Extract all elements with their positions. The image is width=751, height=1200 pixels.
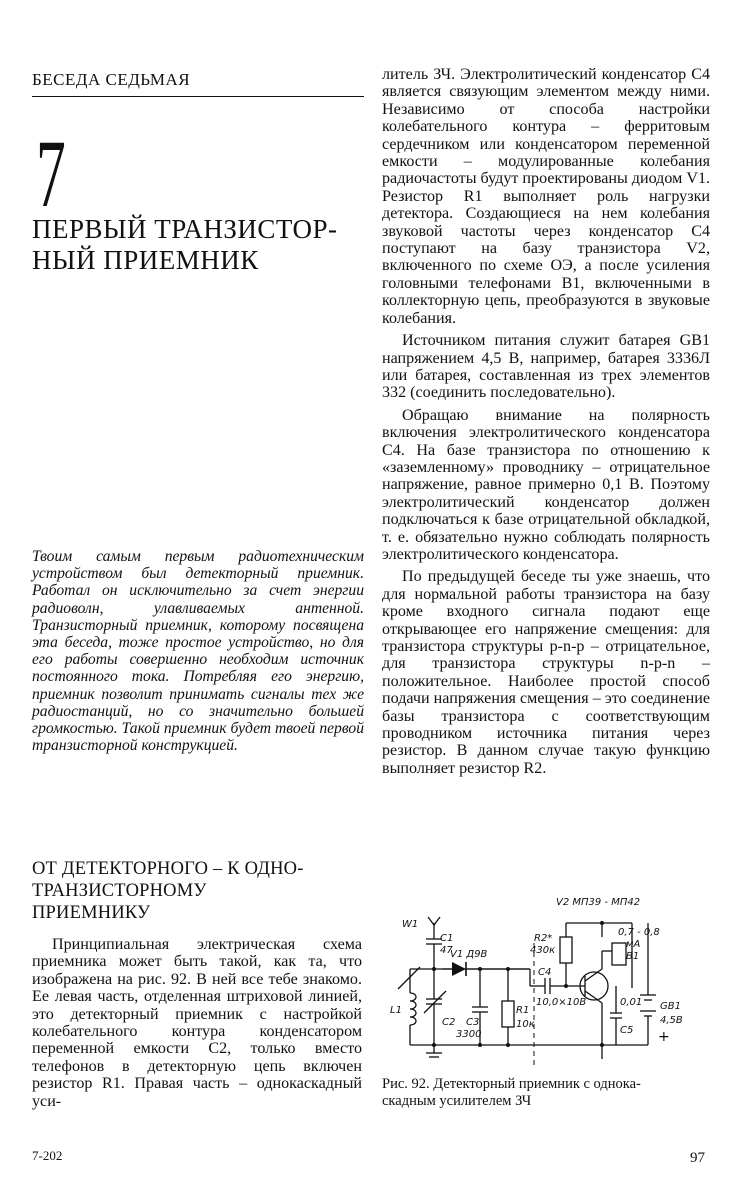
label-c5: C5 <box>620 1025 634 1036</box>
paragraph: Принципиальная электрическая схема приемника может быть такой, как та, что изображена на рис. 92. В ней все тебе знакомо. Ее левая часть, отделенная штриховой линией, это детекторный приемник с настройкой колебательного контура конденсатором переменной емкости С2, только вместо телефонов в детекторную цепь включен резистор R1. Правая часть – однокаскадный уси- <box>32 936 362 1110</box>
section-heading-line: ТРАНЗИСТОРНОМУ <box>32 881 207 901</box>
circuit-schematic <box>380 893 710 1073</box>
chapter-header: БЕСЕДА СЕДЬМАЯ <box>32 70 191 89</box>
label-r1-value: 10к <box>516 1019 535 1030</box>
figure-caption <box>382 1076 710 1110</box>
section-heading-line: ОТ ДЕТЕКТОРНОГО – К ОДНО- <box>32 859 304 879</box>
label-r2-value: 430к <box>530 945 556 956</box>
label-c1-value: 47 <box>440 945 453 956</box>
printer-signature: 7-202 <box>32 1148 63 1163</box>
label-c3-value: 3300 <box>456 1029 482 1040</box>
paragraph: литель ЗЧ. Электролитический конденсатор С4 является связующим элементом между ними. Независимо от способа настройки колебательного контура – ферритовым сердечником или конденсатором переменной емкости – модулированные колебания радиочастоты будут проектированы диодом V1. Резистор R1 выполняет роль нагрузки детектора. Создающиеся на нем колебания звуковой частоты через конденсатор С4 поступают на базу транзистора V2, включенного по схеме ОЭ, а после усиления головными телефонами В1, включенными в коллекторную цепь, преобразуются в звуковые колебания. <box>382 66 711 327</box>
label-current: 0,7 - 0,8 <box>618 927 660 938</box>
chapter-title-line: ПЕРВЫЙ ТРАНЗИСТОР- <box>32 214 338 244</box>
right-column <box>382 66 710 782</box>
section-heading <box>32 858 362 924</box>
paragraph: Обращаю внимание на полярность включения электролитического конденсатора С4. На базе транзистора по отношению к «заземленному» проводнику – отрицательное напряжение, равное примерно 0,1 В. Поэтому электролитический конденсатор должен подключаться к базе отрицательной обкладкой, т. е. обязательно нужно соблюдать полярность электролитического конденсатора. <box>382 406 710 563</box>
caption-line: скадным усилителем ЗЧ <box>382 1093 532 1109</box>
label-antenna: W1 <box>402 919 419 930</box>
paragraph: По предыдущей беседе ты уже знаешь, что для нормальной работы транзистора на базу кроме входного сигнала подают еще открывающее его напряжение смещения: для транзистора структуры p-n-p – отрицательное, для транзистора структуры n-p-n – положительное. Наиболее простой способ подачи напряжения смещения – это соединение базы транзистора с соответствующим проводником источника питания через резистор. В данном случае такую функцию выполняет резистор R2. <box>382 568 710 777</box>
label-diode: V1 Д9В <box>450 949 488 960</box>
label-c5-value: 0,01 <box>620 997 643 1008</box>
label-r1: R1 <box>516 1005 530 1016</box>
label-transistor: V2 МП39 - МП42 <box>556 897 641 908</box>
label-b1: B1 <box>626 951 640 962</box>
label-c1: C1 <box>440 933 454 944</box>
section-heading-line: ПРИЕМНИКУ <box>32 903 151 923</box>
label-c3: C3 <box>466 1017 480 1028</box>
chapter-number: 7 <box>36 120 66 227</box>
label-r2: R2* <box>534 933 553 944</box>
header-rule <box>32 96 364 97</box>
label-gb1-value: 4,5В <box>660 1015 683 1026</box>
paragraph: Источником питания служит батарея GB1 напряжением 4,5 В, например, батарея 3336Л или батарея, составленная из трех элементов 332 (соединить последовательно). <box>382 332 710 402</box>
label-c4-value: 10,0×10В <box>536 997 587 1008</box>
section-body <box>32 936 362 1110</box>
caption-line: Рис. 92. Детекторный приемник с однока- <box>382 1076 641 1092</box>
page-number: 97 <box>690 1150 705 1166</box>
label-c2: C2 <box>442 1017 456 1028</box>
chapter-intro: Твоим самым первым радиотехническим устройством был детекторный приемник. Работал он исключительно за счет энергии радиоволн, улавливаемых антенной. Транзисторный приемник, которому посвящена эта беседа, тоже простое устройство, но для его работы совершенно необходим источник постоянного тока. Потребляя его энергию, приемник позволит принимать сигналы тех же радиостанций, но со значительно большей громкостью. Такой приемник будет твоей первой транзисторной конструкцией. <box>32 548 364 755</box>
label-c4: C4 <box>538 967 552 978</box>
chapter-title-line: НЫЙ ПРИЕМНИК <box>32 245 259 275</box>
chapter-title <box>32 214 362 276</box>
label-l1: L1 <box>390 1005 402 1016</box>
label-gb1: GB1 <box>660 1001 681 1012</box>
label-plus: + <box>658 1029 670 1045</box>
label-current-unit: мА <box>626 939 641 950</box>
